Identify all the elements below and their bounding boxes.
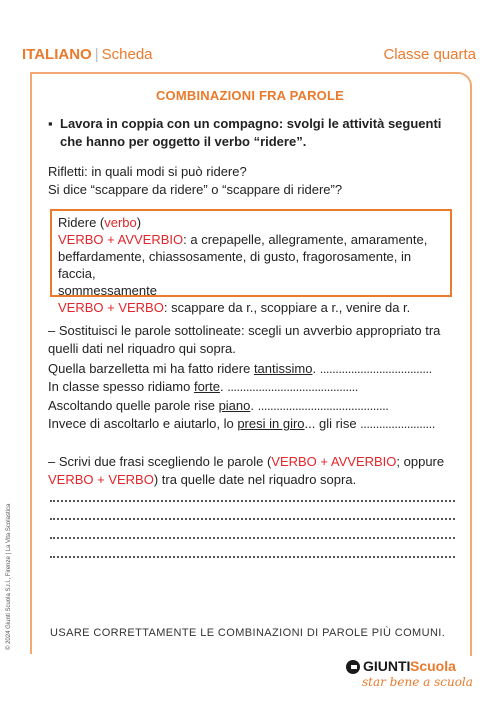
answer-blank-4[interactable]: ........................ (360, 416, 435, 431)
grade-label: Classe quarta (383, 46, 476, 63)
bullet-icon: ▪ (48, 116, 53, 131)
logo-brand-a: GIUNTI (363, 658, 411, 674)
sentence-4: Invece di ascoltarlo e aiutarlo, lo presi in giro... gli rise ........................ (48, 416, 435, 431)
exercise2-prompt-1: – Scrivi due frasi scegliendo le parole (VERBO + AVVERBIO; oppure (48, 454, 445, 469)
giunti-logo (346, 658, 476, 694)
instruction-text: Lavora in coppia con un compagno: svolgi le attività seguenti che hanno per oggetto il verbo “ridere”. (60, 116, 442, 149)
reflect-line-2: Si dice “scappare da ridere” o “scappare di ridere”? (48, 182, 343, 197)
exercise1-prompt-2: quelli dati nel riquadro qui sopra. (48, 341, 236, 356)
box-line-3: beffardamente, chiassosamente, di gusto, fragorosamente, in faccia, (58, 249, 412, 281)
header-separator: | (94, 46, 99, 63)
sentence-1: Quella barzelletta mi ha fatto ridere tantissimo. .................................... (48, 361, 432, 376)
footer-goal: USARE CORRETTAMENTE LE COMBINAZIONI DI PAROLE PIÙ COMUNI. (50, 627, 446, 639)
logo-brand-b: Scuola (410, 658, 456, 674)
box-line-verbo-avverbio: VERBO + AVVERBIO: a crepapelle, allegramente, amaramente, (58, 232, 428, 247)
box-line-verbo-verbo: VERBO + VERBO: scappare da r., scoppiare a r., venire da r. (58, 300, 411, 315)
header-subject (22, 46, 153, 63)
copyright-note: © 2024 Giunti Scuola S.r.l., Firenze | La Vita Scolastica (6, 503, 12, 650)
logo-tagline: star bene a scuola (362, 675, 473, 689)
answer-blank-1[interactable]: .................................... (319, 361, 432, 376)
page-frame-left (30, 72, 32, 654)
box-head: Ridere (verbo) (58, 215, 142, 230)
page-title: COMBINAZIONI FRA PAROLE (155, 88, 345, 103)
exercise1-prompt-1: – Sostituisci le parole sottolineate: scegli un avverbio appropriato tra (48, 323, 441, 338)
write-line-4[interactable] (50, 556, 455, 558)
answer-blank-2[interactable]: .......................................... (227, 379, 358, 394)
subject-label: ITALIANO (22, 46, 92, 63)
write-line-3[interactable] (50, 537, 455, 539)
sentence-3: Ascoltando quelle parole rise piano. .......................................... (48, 398, 389, 413)
word-box (50, 209, 452, 315)
exercise2-prompt-2: VERBO + VERBO) tra quelle date nel riquadro sopra. (48, 472, 357, 487)
giunti-logo-icon (346, 660, 360, 674)
reflect-line-1: Rifletti: in quali modi si può ridere? (48, 164, 247, 179)
sentence-2: In classe spesso ridiamo forte. .......................................... (48, 379, 358, 394)
write-line-1[interactable] (50, 500, 455, 502)
instruction (48, 115, 458, 151)
box-line-4: sommessamente (58, 283, 157, 298)
sheet-type: Scheda (101, 46, 153, 63)
write-line-2[interactable] (50, 518, 455, 520)
answer-blank-3[interactable]: .......................................... (257, 398, 389, 413)
